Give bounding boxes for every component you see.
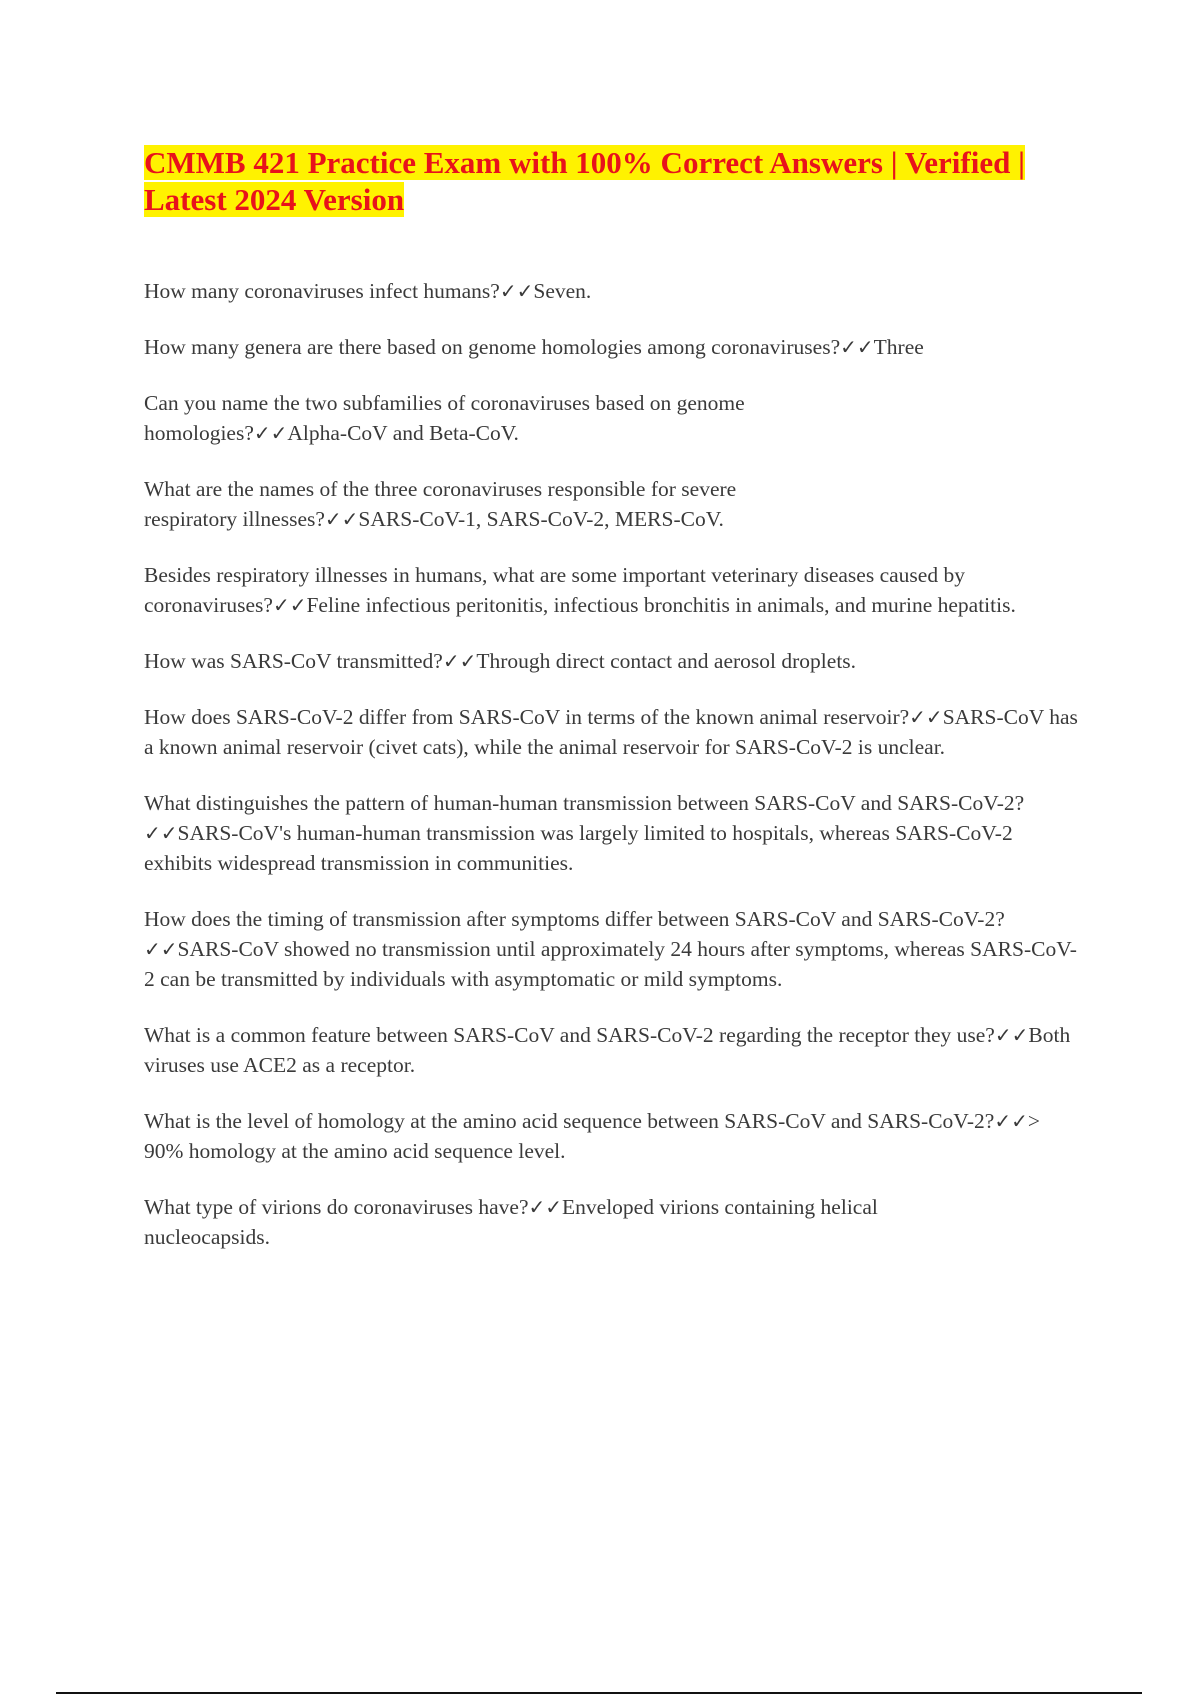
- check-mark-icon: ✓✓: [909, 705, 943, 729]
- answer-text: SARS-CoV-1, SARS-CoV-2, MERS-CoV.: [358, 507, 724, 531]
- answer-text: SARS-CoV's human-human transmission was largely limited to hospitals, whereas SARS-CoV-2 exhibits widespread transmission in communities.: [144, 821, 1013, 875]
- qa-item: [144, 1192, 904, 1252]
- answer-text: Through direct contact and aerosol droplets.: [476, 649, 857, 673]
- question-text: How does the timing of transmission after symptoms differ between SARS-CoV and SARS-CoV-2?: [144, 907, 1005, 931]
- question-text: What distinguishes the pattern of human-human transmission between SARS-CoV and SARS-CoV-2?: [144, 791, 1025, 815]
- answer-text: Seven.: [533, 279, 592, 303]
- check-mark-icon: ✓✓: [528, 1195, 563, 1219]
- check-mark-icon: ✓✓: [994, 1023, 1029, 1047]
- qa-item: [144, 702, 1084, 762]
- answer-text: Enveloped virions containing helical nucleocapsids.: [144, 1195, 878, 1249]
- qa-list: [144, 276, 1084, 1278]
- check-mark-icon: ✓✓: [442, 649, 477, 673]
- qa-item: [144, 646, 1084, 676]
- qa-item: [144, 332, 1084, 362]
- question-text: How does SARS-CoV-2 differ from SARS-CoV in terms of the known animal reservoir?: [144, 705, 910, 729]
- qa-item: [144, 788, 1084, 878]
- check-mark-icon: ✓✓: [840, 335, 874, 359]
- question-text: How many coronaviruses infect humans?: [144, 279, 500, 303]
- answer-text: > 90% homology at the amino acid sequence level.: [144, 1109, 1040, 1163]
- answer-text: Three: [873, 335, 924, 359]
- answer-text: Alpha-CoV and Beta-CoV.: [287, 421, 519, 445]
- check-mark-icon: ✓✓: [272, 593, 307, 617]
- check-mark-icon: ✓✓: [144, 821, 178, 845]
- question-text: What are the names of the three coronaviruses responsible for severe respiratory illnesses?: [144, 477, 737, 531]
- question-text: Besides respiratory illnesses in humans, what are some important veterinary diseases caused by coronaviruses?: [144, 563, 965, 617]
- footer-divider: [56, 1692, 1142, 1694]
- question-text: How many genera are there based on genome homologies among coronaviruses?: [144, 335, 841, 359]
- qa-item: [144, 560, 1084, 620]
- check-mark-icon: ✓✓: [253, 421, 288, 445]
- title-text: CMMB 421 Practice Exam with 100% Correct Answers | Verified | Latest 2024 Version: [144, 145, 1025, 217]
- qa-item: [144, 1020, 1084, 1080]
- check-mark-icon: ✓✓: [499, 279, 534, 303]
- qa-item: [144, 474, 804, 534]
- qa-item: [144, 904, 1084, 994]
- question-text: What is the level of homology at the amino acid sequence between SARS-CoV and SARS-CoV-2?: [144, 1109, 995, 1133]
- answer-text: SARS-CoV has a known animal reservoir (civet cats), while the animal reservoir for SARS-CoV-2 is unclear.: [144, 705, 1078, 759]
- qa-item: [144, 276, 1084, 306]
- answer-text: Both viruses use ACE2 as a receptor.: [144, 1023, 1071, 1077]
- check-mark-icon: ✓✓: [144, 937, 178, 961]
- answer-text: SARS-CoV showed no transmission until approximately 24 hours after symptoms, whereas SARS-CoV-2 can be transmitted by individuals with asymptomatic or mild symptoms.: [144, 937, 1077, 991]
- qa-item: [144, 388, 794, 448]
- qa-item: [144, 1106, 1084, 1166]
- question-text: How was SARS-CoV transmitted?: [144, 649, 443, 673]
- question-text: What is a common feature between SARS-CoV and SARS-CoV-2 regarding the receptor they use?: [144, 1023, 995, 1047]
- check-mark-icon: ✓✓: [324, 507, 359, 531]
- check-mark-icon: ✓✓: [994, 1109, 1028, 1133]
- document-title: [144, 144, 1084, 218]
- question-text: What type of virions do coronaviruses have?: [144, 1195, 529, 1219]
- answer-text: Feline infectious peritonitis, infectious bronchitis in animals, and murine hepatitis.: [306, 593, 1016, 617]
- question-text: Can you name the two subfamilies of coronaviruses based on genome homologies?: [144, 391, 745, 445]
